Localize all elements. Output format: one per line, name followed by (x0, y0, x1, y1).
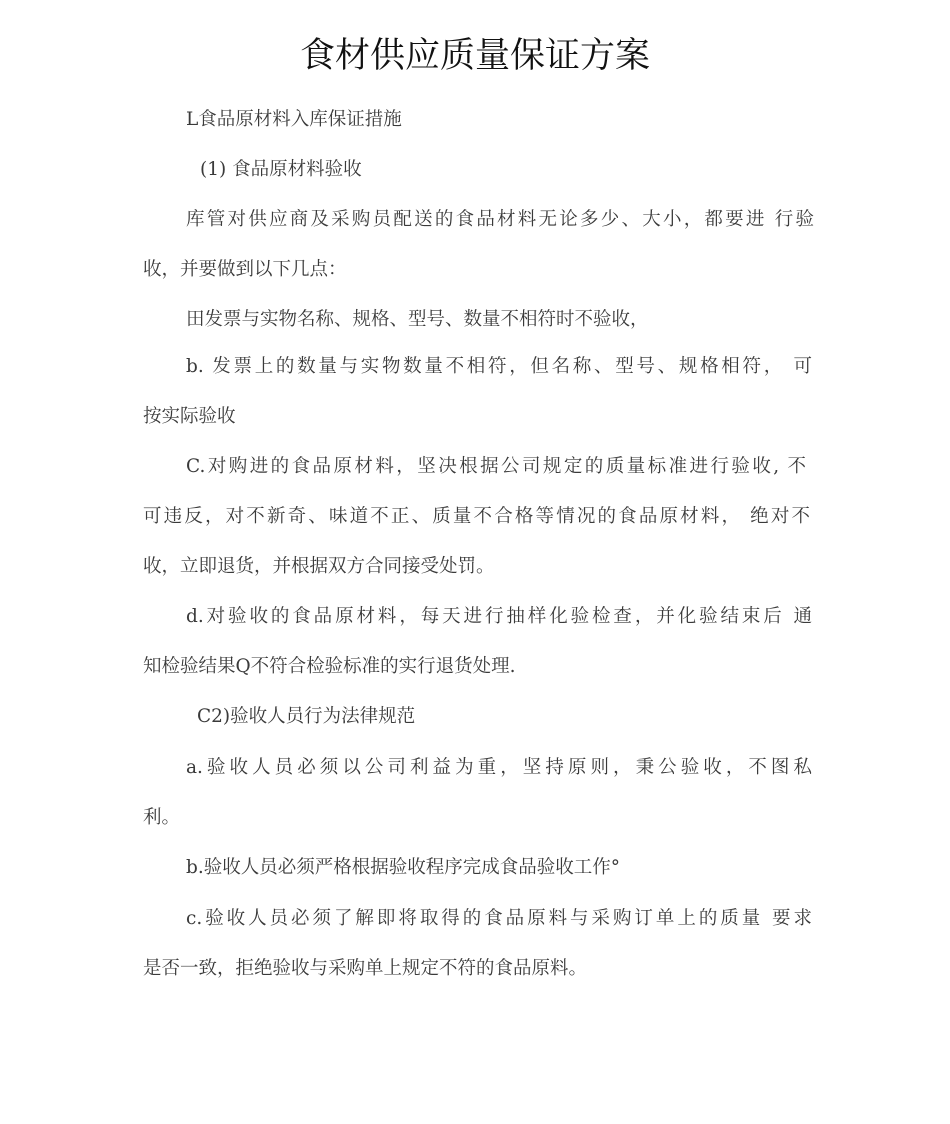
paragraph-line: 库管对供应商及采购员配送的食品材料无论多少、大小，都要进 行验 (186, 209, 814, 230)
paragraph-line: 收，并要做到以下几点： (143, 259, 347, 280)
list-item-line: C.对购进的食品原材料，坚决根据公司规定的质量标准进行验收, 不 (186, 456, 806, 477)
list-item-line: 利。 (143, 807, 181, 828)
list-item-line: 收，立即退货，并根据双方合同接受处罚。 (143, 556, 495, 577)
subsection-heading-1: (1) 食品原材料验收 (200, 159, 362, 180)
list-item-line: 田发票与实物名称、规格、型号、数量不相符时不验收， (186, 309, 649, 330)
list-item-line: b.验收人员必须严格根据验收程序完成食品验收工作° (186, 857, 620, 878)
section-heading-1: L食品原材料入库保证措施 (186, 109, 402, 130)
list-item-line: 按实际验收 (143, 406, 236, 427)
document-title: 食材供应质量保证方案 (299, 36, 650, 76)
list-item-line: 是否一致，拒绝验收与采购单上规定不符的食品原料。 (143, 958, 588, 979)
subsection-heading-2: C2)验收人员行为法律规范 (197, 706, 416, 727)
list-item-line: 知检验结果Q不符合检验标准的实行退货处理. (143, 656, 516, 677)
list-item-line: b. 发票上的数量与实物数量不相符，但名称、型号、规格相符， 可 (186, 356, 812, 377)
list-item-line: a.验收人员必须以公司利益为重，坚持原则，秉公验收，不图私 (186, 757, 812, 778)
list-item-line: c.验收人员必须了解即将取得的食品原料与采购订单上的质量 要求 (186, 908, 812, 929)
list-item-line: d.对验收的食品原材料，每天进行抽样化验检查，并化验结束后 通 (186, 606, 812, 627)
list-item-line: 可违反，对不新奇、味道不正、质量不合格等情况的食品原材料， 绝对不 (143, 506, 810, 527)
